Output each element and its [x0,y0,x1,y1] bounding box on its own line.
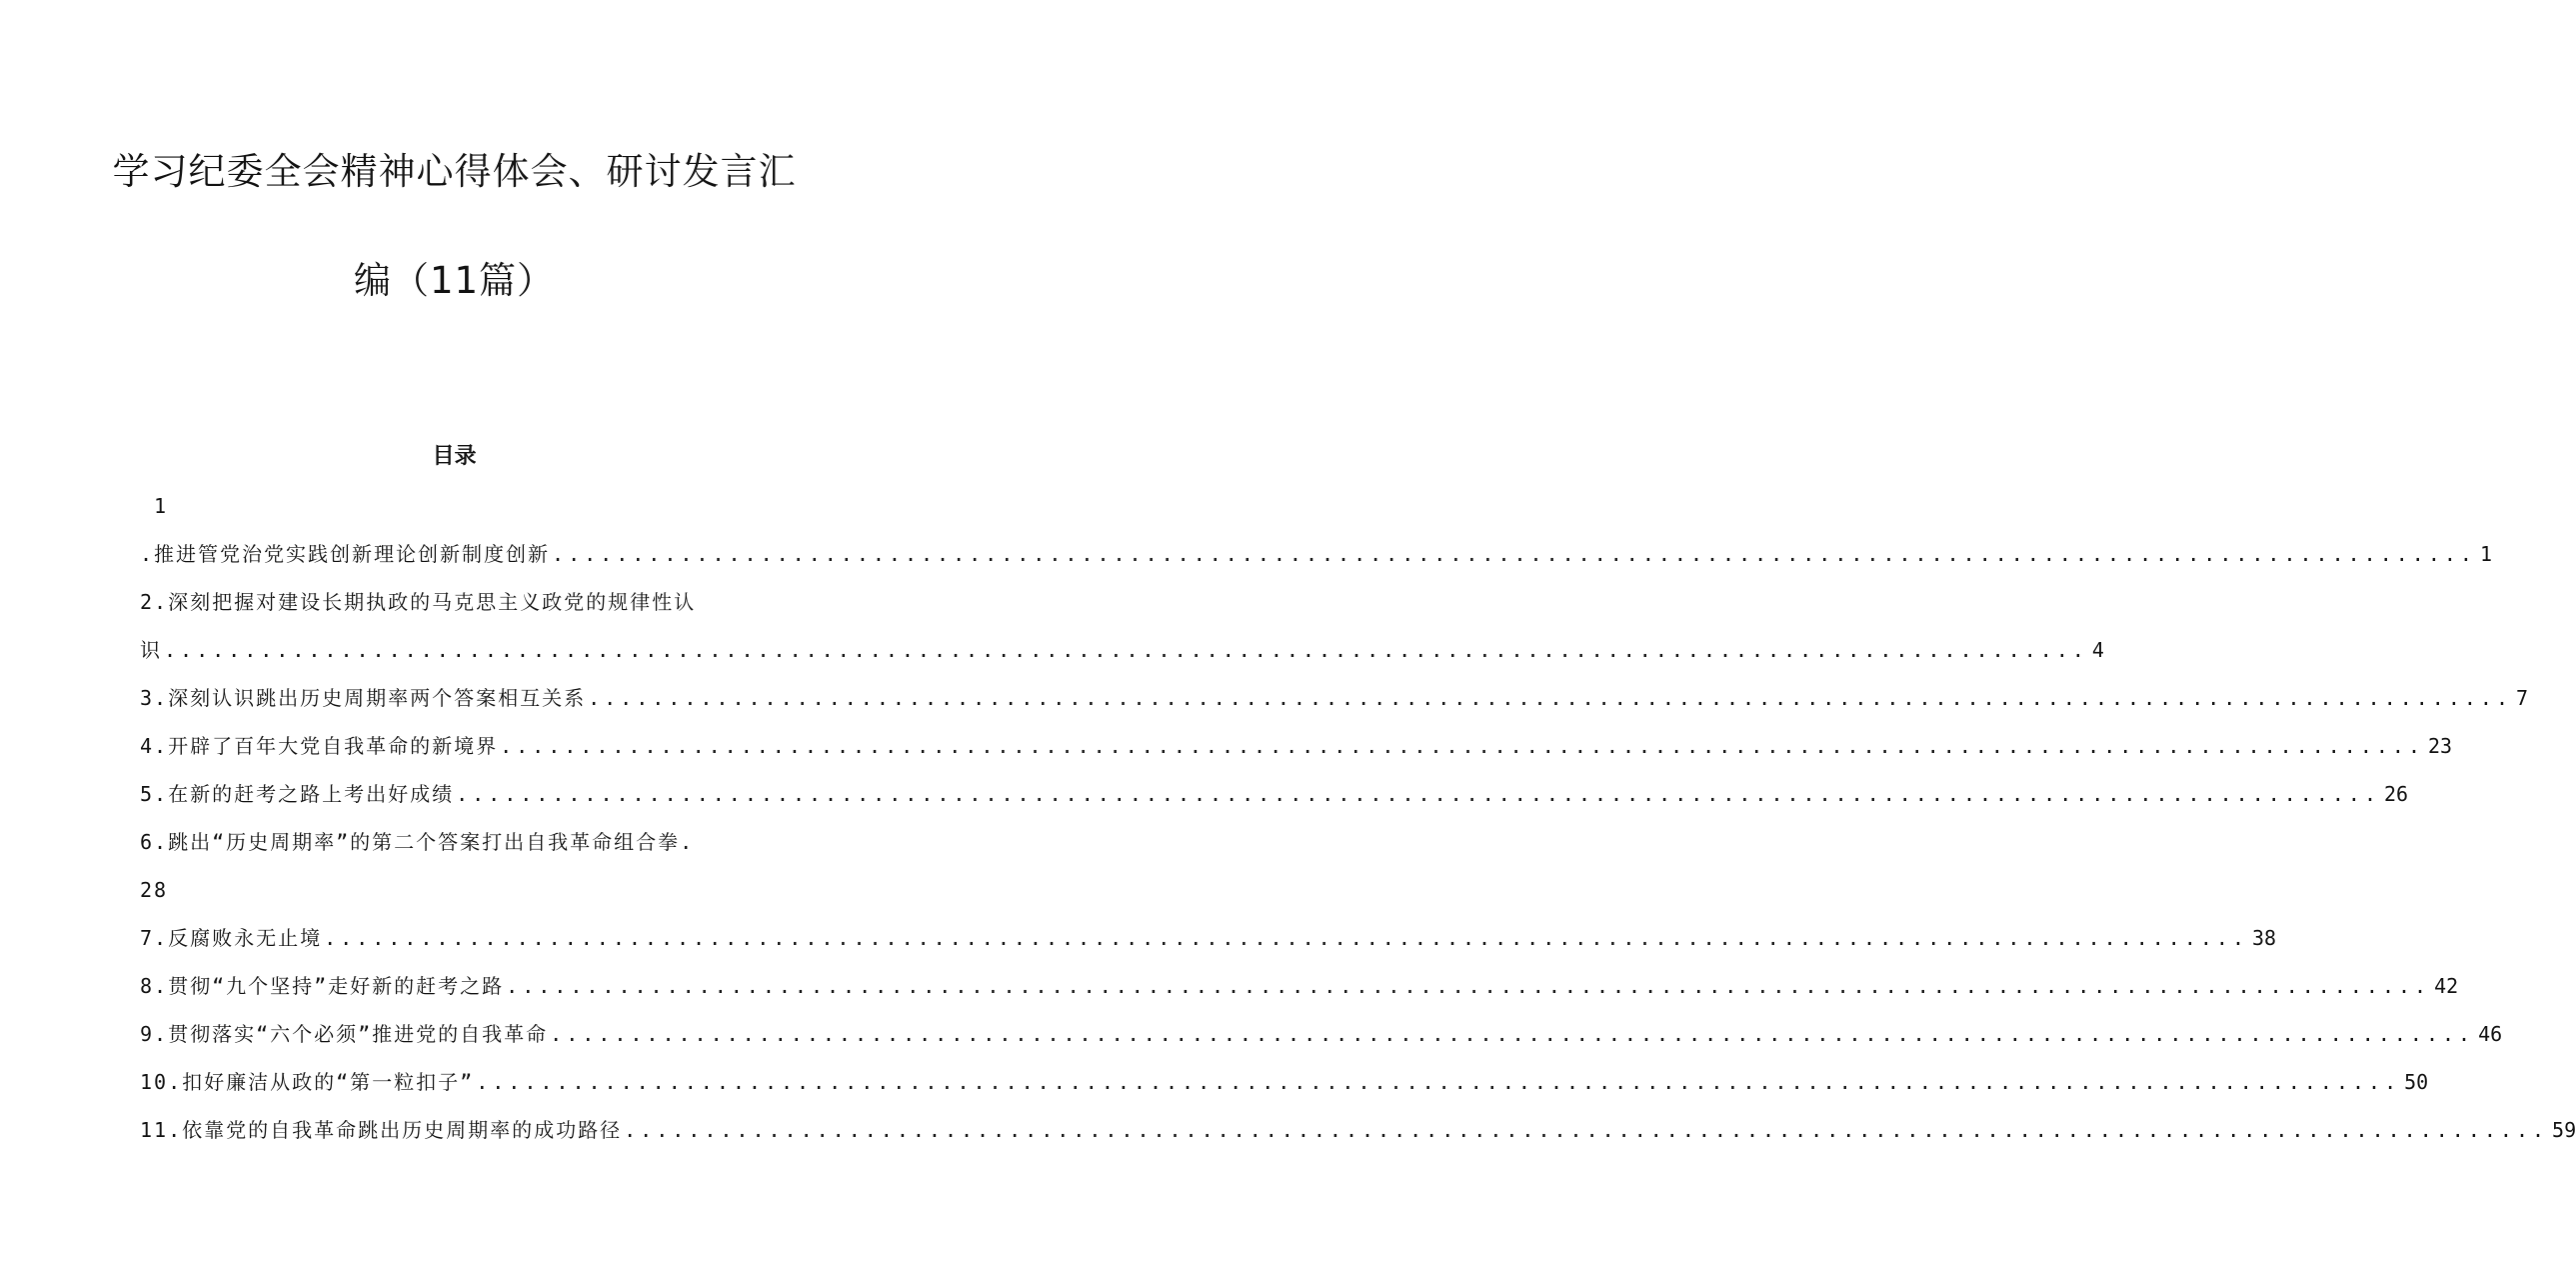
toc-entry-title: 9.贯彻落实“六个必须”推进党的自我革命 [140,1022,549,1046]
toc-entry[interactable] [140,1106,2576,1154]
toc-entry-page-number: 42 [2434,974,2459,998]
toc-leader-dots: ........................................................................................................................ [164,638,2088,662]
toc-entry[interactable] [140,1010,2503,1058]
toc-entry[interactable] [140,530,2493,578]
toc-leader-dots: ........................................................................................................................ [624,1118,2549,1142]
toc-entry-line[interactable]: 2.深刻把握对建设长期执政的马克思主义政党的规律性认 [140,590,697,614]
toc-entry-line[interactable]: 6.跳出“历史周期率”的第二个答案打出自我革命组合拳. [140,830,695,854]
toc-entry-page-number: 4 [2091,638,2104,662]
toc-entry[interactable] [140,962,2459,1010]
toc-entry-page-number: 59 [2552,1118,2576,1142]
toc-entry-page-number: 1 [2479,542,2493,566]
toc-leader-dots: ........................................................................................................................ [324,926,2249,950]
toc-entry-title: 5.在新的赶考之路上考出好成绩 [140,782,455,806]
toc-leader-dots: ........................................................................................................................ [588,686,2513,710]
toc-leader-dots: ........................................................................................................................ [552,542,2476,566]
toc-entry-title: 4.开辟了百年大党自我革命的新境界 [140,734,499,758]
document-title-line-2: 编（11篇） [353,259,556,302]
toc-entry-title: 10.扣好廉洁从政的“第一粒扣子” [140,1070,475,1094]
toc-leader-dots: ........................................................................................................................ [476,1070,2401,1094]
document-title-line-1: 学习纪委全会精神心得体会、研讨发言汇 [112,150,797,193]
toc-entry-line[interactable]: 28 [140,878,169,902]
toc-entry[interactable] [140,626,2104,674]
toc-entry-title: 3.深刻认识跳出历史周期率两个答案相互关系 [140,686,587,710]
toc-leader-dots: ........................................................................................................................ [456,782,2381,806]
toc-entry-title: .推进管党治党实践创新理论创新制度创新 [140,542,551,566]
toc-entry-page-number: 50 [2404,1070,2429,1094]
toc-entry-page-number: 46 [2478,1022,2503,1046]
toc-entry-page-number: 23 [2428,734,2453,758]
toc-entry-title: 8.贯彻“九个坚持”走好新的赶考之路 [140,974,505,998]
toc-heading: 目录 [432,444,477,469]
toc-leader-dots: ........................................................................................................................ [500,734,2425,758]
toc-entry-page-number: 26 [2384,782,2409,806]
toc-entry[interactable] [140,722,2453,770]
toc-entry-title: 7.反腐败永无止境 [140,926,323,950]
toc-entry-page-number: 38 [2252,926,2277,950]
toc-entry[interactable] [140,674,2529,722]
toc-entry[interactable] [140,1058,2429,1106]
toc-leader-dots: ........................................................................................................................ [550,1022,2475,1046]
toc-entry[interactable] [140,770,2409,818]
toc-entry-title: 11.依靠党的自我革命跳出历史周期率的成功路径 [140,1118,623,1142]
toc-entry[interactable] [140,914,2277,962]
toc-entry-line[interactable]: 1 [154,494,169,518]
toc-leader-dots: ........................................................................................................................ [506,974,2431,998]
toc-entry-page-number: 7 [2516,686,2529,710]
toc-entry-title: 识 [140,638,162,662]
table-of-contents [140,482,2576,1154]
